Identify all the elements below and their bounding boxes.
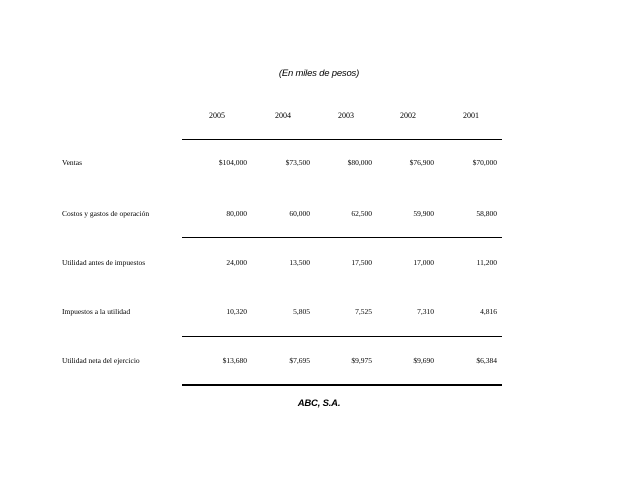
row-label: Impuestos a la utilidad — [62, 307, 131, 316]
cell-2003: 17,500 — [351, 258, 372, 267]
cell-2002: $76,900 — [409, 158, 434, 167]
year-header-2001: 2001 — [463, 111, 479, 120]
cell-2002: $9,690 — [413, 356, 434, 365]
cell-2005: 80,000 — [226, 209, 247, 218]
row-label: Ventas — [62, 158, 82, 167]
year-header-2002: 2002 — [400, 111, 416, 120]
cell-2001: $6,384 — [476, 356, 497, 365]
cell-2004: 13,500 — [289, 258, 310, 267]
row-label: Costos y gastos de operación — [62, 209, 150, 218]
cell-2005: 24,000 — [226, 258, 247, 267]
cell-2005: $13,680 — [222, 356, 247, 365]
cell-2001: 4,816 — [480, 307, 497, 316]
cell-2004: 60,000 — [289, 209, 310, 218]
cell-2004: $7,695 — [289, 356, 310, 365]
cell-2004: $73,500 — [285, 158, 310, 167]
cell-2002: 59,900 — [413, 209, 434, 218]
cell-2003: $80,000 — [347, 158, 372, 167]
year-header-2004: 2004 — [275, 111, 291, 120]
row-label: Utilidad neta del ejercicio — [62, 356, 140, 365]
cell-2003: $9,975 — [351, 356, 372, 365]
cell-2005: 10,320 — [226, 307, 247, 316]
subtotal-rule — [182, 336, 502, 337]
cell-2003: 7,525 — [355, 307, 372, 316]
cell-2004: 5,805 — [293, 307, 310, 316]
cell-2001: 58,800 — [476, 209, 497, 218]
row-label: Utilidad antes de impuestos — [62, 258, 146, 267]
company-name: ABC, S.A. — [297, 398, 341, 409]
subtotal-rule — [182, 237, 502, 238]
cell-2005: $104,000 — [218, 158, 247, 167]
cell-2003: 62,500 — [351, 209, 372, 218]
report-subtitle: (En miles de pesos) — [278, 68, 360, 79]
year-header-2003: 2003 — [338, 111, 354, 120]
cell-2002: 7,310 — [417, 307, 434, 316]
cell-2002: 17,000 — [413, 258, 434, 267]
cell-2001: 11,200 — [476, 258, 497, 267]
year-header-2005: 2005 — [209, 111, 225, 120]
header-rule — [182, 139, 502, 140]
cell-2001: $70,000 — [472, 158, 497, 167]
total-rule — [182, 384, 502, 386]
